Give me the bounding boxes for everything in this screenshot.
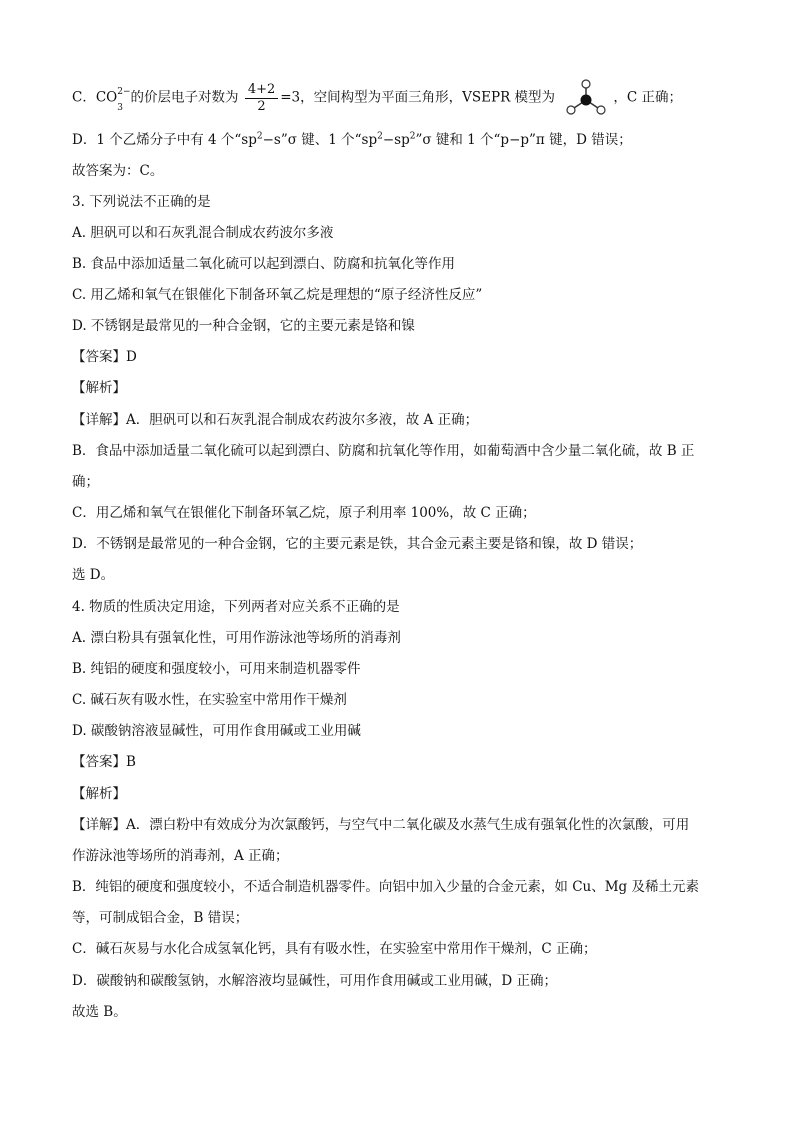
q4-option-b: B. 纯铝的硬度和强度较小，可用来制造机器零件: [72, 661, 361, 677]
q4-detail-line: 作游泳池等场所的消毒剂，A 正确；: [72, 848, 289, 864]
text: =3，空间构型为平面三角形，VSEPR 模型为: [280, 89, 556, 106]
carbonate-ion-charge: $^{2-}$ 3: [117, 86, 131, 113]
q3-detail-line: D．不锈钢是最常见的一种合金钢，它的主要元素是铁，其合金元素主要是铬和镍，故 D 错误；: [72, 536, 643, 552]
trigonal-planar-molecule-icon: [565, 78, 607, 118]
q4-option-d: D. 碳酸钠溶液显碱性，可用作食用碱或工业用碱: [72, 723, 361, 739]
option-d-line: D．1 个乙烯分子中有 4 个“$sp^2-s”\sigma$ 键、1 个“$sp^2-sp^2”\sigma$ 键和 1 个“p−p”π 键，D 错误；: [72, 131, 632, 148]
q4-detail-line: D．碳酸钠和碳酸氢钠，水解溶液均显碱性，可用作食用碱或工业用碱，D 正确；: [72, 973, 557, 989]
q4-detail-line: 故选 B。: [72, 1004, 127, 1020]
q3-detail-line: B．食品中添加适量二氧化硫可以起到漂白、防腐和抗氧化等作用，如葡萄酒中含少量二氧化硫，故 B 正: [72, 443, 695, 459]
q3-detail-line: 【详解】A．胆矾可以和石灰乳混合制成农药波尔多液，故 A 正确；: [72, 412, 479, 428]
q4-detail-line: 【详解】A．漂白粉中有效成分为次氯酸钙，与空气中二氧化碳及水蒸气生成有强氧化性的次氯酸，可用: [72, 817, 690, 833]
fraction-denominator: 2: [257, 98, 266, 114]
prev-answer-line: 故答案为：C。: [72, 163, 164, 179]
q4-answer: 【答案】B: [72, 754, 136, 770]
q4-analysis-label: 【解析】: [72, 786, 126, 802]
q3-detail-line: 选 D。: [72, 567, 115, 583]
q4-option-a: A. 漂白粉具有强氧化性，可用作游泳池等场所的消毒剂: [72, 630, 401, 646]
q3-option-b: B. 食品中添加适量二氧化硫可以起到漂白、防腐和抗氧化等作用: [72, 256, 456, 272]
q3-stem: 3. 下列说法不正确的是: [72, 194, 211, 210]
q4-stem: 4. 物质的性质决定用途，下列两者对应关系不正确的是: [72, 599, 400, 615]
q4-option-c: C. 碱石灰有吸水性，在实验室中常用作干燥剂: [72, 692, 347, 708]
text: ，C 正确；: [613, 89, 682, 106]
fraction-numerator: 4+2: [245, 82, 278, 99]
text: 的价层电子对数为: [130, 89, 239, 106]
q4-detail-line: 等，可制成铝合金，B 错误；: [72, 910, 249, 926]
q4-detail-line: B．纯铝的硬度和强度较小，不适合制造机器零件。向铝中加入少量的合金元素，如 Cu、Mg 及稀土元素: [72, 879, 699, 895]
q3-option-c: C. 用乙烯和氧气在银催化下制备环氧乙烷是理想的“原子经济性反应”: [72, 287, 483, 303]
fraction: [245, 82, 278, 115]
q3-analysis-label: 【解析】: [72, 380, 126, 396]
q3-option-a: A. 胆矾可以和石灰乳混合制成农药波尔多液: [72, 225, 334, 241]
q3-answer: 【答案】D: [72, 349, 137, 365]
q3-detail-line: 确；: [72, 474, 99, 490]
q3-option-d: D. 不锈钢是最常见的一种合金钢，它的主要元素是铬和镍: [72, 318, 415, 334]
option-c-line: [72, 78, 734, 118]
text: C．CO: [72, 89, 118, 106]
q4-detail-line: C．碱石灰易与水化合成氢氧化钙，具有有吸水性，在实验室中常用作干燥剂，C 正确；: [72, 941, 597, 957]
q3-detail-line: C．用乙烯和氧气在银催化下制备环氧乙烷，原子利用率 100%，故 C 正确；: [72, 505, 536, 521]
